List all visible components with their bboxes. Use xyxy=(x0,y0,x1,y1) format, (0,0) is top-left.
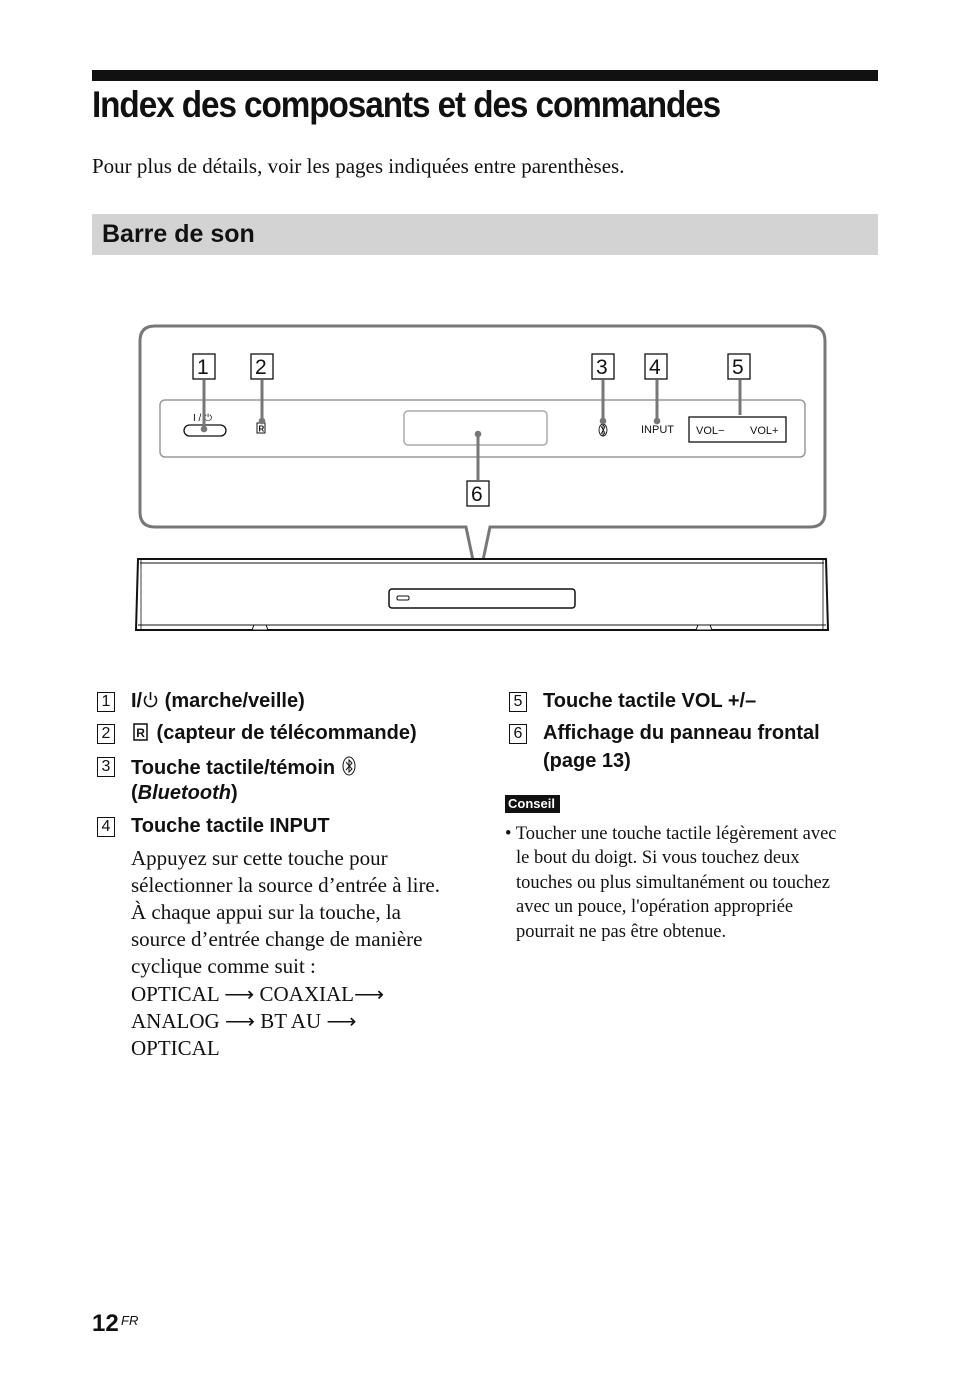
tip-line-5: pourrait ne pas être obtenue. xyxy=(516,922,727,942)
cycle-arrow: ⟶ xyxy=(224,1009,256,1033)
item-2-number: 2 xyxy=(97,724,115,744)
front-panel-display xyxy=(404,411,547,445)
cycle-arrow: ⟶ xyxy=(224,982,255,1006)
bluetooth-icon xyxy=(599,424,607,436)
item-1-label xyxy=(131,690,305,713)
vol-minus-label: VOL− xyxy=(696,425,725,437)
section-title: Barre de son xyxy=(102,220,255,248)
item-4-desc-line-5: cyclique comme suit : xyxy=(131,954,316,978)
conseil-badge: Conseil xyxy=(505,795,560,813)
soundbar-body xyxy=(136,559,828,630)
vol-plus-label: VOL+ xyxy=(750,425,779,437)
item-6-label: Affichage du panneau frontal xyxy=(543,722,820,744)
cycle-arrow: ⟶ xyxy=(354,982,385,1006)
callout-1 xyxy=(193,354,215,379)
callout-6 xyxy=(467,481,489,506)
item-6-number: 6 xyxy=(509,724,527,744)
item-4-number: 4 xyxy=(97,817,115,837)
item-1-prefix: I/ xyxy=(131,690,143,712)
input-cycle-line-2 xyxy=(131,1008,357,1035)
tip-line-2: le bout du doigt. Si vous touchez deux xyxy=(516,848,800,868)
callout-5 xyxy=(728,354,750,379)
item-6-page-ref: (page 13) xyxy=(543,750,631,772)
item-4-label: Touche tactile INPUT xyxy=(131,815,330,837)
item-1-text: (marche/veille) xyxy=(159,690,305,712)
item-4-desc-line-2: sélectionner la source d’entrée à lire. xyxy=(131,873,441,897)
item-5-label: Touche tactile VOL +/– xyxy=(543,690,757,712)
item-3-line2 xyxy=(131,782,238,805)
item-3-paren-close: ) xyxy=(230,782,238,804)
cycle-coaxial: COAXIAL xyxy=(254,982,354,1006)
remote-sensor-icon xyxy=(131,722,151,742)
callout-2 xyxy=(251,354,273,379)
cycle-bt-au: BT AU xyxy=(255,1009,327,1033)
bluetooth-icon xyxy=(341,755,357,777)
input-label: INPUT xyxy=(641,424,674,436)
input-cycle-line-3: OPTICAL xyxy=(131,1036,220,1060)
intro-text: Pour plus de détails, voir les pages indiquées entre parenthèses. xyxy=(92,154,625,178)
svg-text:1: 1 xyxy=(197,356,209,379)
svg-text:R: R xyxy=(136,726,145,740)
svg-text:4: 4 xyxy=(649,356,661,379)
page-number: 12 xyxy=(92,1310,119,1337)
tip-line-4: avec un pouce, l'opération appropriée xyxy=(516,897,794,917)
item-4-desc-line-4: source d’entrée change de manière xyxy=(131,927,423,951)
power-icon xyxy=(142,690,159,710)
input-cycle-line-1 xyxy=(131,981,384,1008)
item-5-number: 5 xyxy=(509,692,527,712)
power-label: I / ⏻ xyxy=(193,413,213,424)
cycle-optical: OPTICAL xyxy=(131,982,225,1006)
item-2-label xyxy=(131,722,417,745)
item-3-paren-open: ( xyxy=(131,782,138,804)
cycle-analog: ANALOG xyxy=(131,1009,225,1033)
soundbar-diagram xyxy=(0,0,954,680)
svg-text:3: 3 xyxy=(596,356,608,379)
item-3-number: 3 xyxy=(97,757,115,777)
page-language: FR xyxy=(121,1313,139,1328)
tip-line-1: • Toucher une touche tactile légèrement avec xyxy=(505,824,837,844)
cycle-arrow: ⟶ xyxy=(326,1009,357,1033)
svg-text:2: 2 xyxy=(255,356,267,379)
callout-3 xyxy=(592,354,614,379)
item-4-desc-line-1: Appuyez sur cette touche pour xyxy=(131,846,388,870)
svg-text:R: R xyxy=(258,424,265,434)
item-2-text: (capteur de télécommande) xyxy=(151,722,417,744)
item-1-number: 1 xyxy=(97,692,115,712)
item-3-label xyxy=(131,755,357,780)
item-3-text: Touche tactile/témoin xyxy=(131,757,341,779)
item-3-bluetooth-italic: Bluetooth xyxy=(137,782,231,804)
svg-text:6: 6 xyxy=(471,483,483,506)
tip-line-3: touches ou plus simultanément ou touchez xyxy=(516,873,830,893)
page-title: Index des composants et des commandes xyxy=(92,84,721,125)
callout-4 xyxy=(645,354,667,379)
svg-text:5: 5 xyxy=(732,356,744,379)
item-4-desc-line-3: À chaque appui sur la touche, la xyxy=(131,900,401,924)
